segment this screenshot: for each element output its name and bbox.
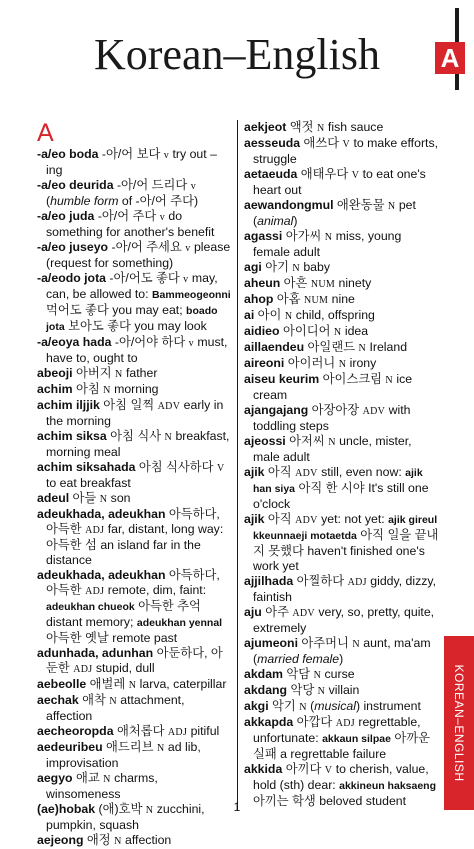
side-section-tab [444, 636, 474, 810]
part-of-speech: N [99, 494, 108, 505]
italic-note: animal [257, 214, 294, 228]
headword: ajik [244, 465, 265, 479]
entry-text: ice cream [253, 372, 413, 402]
part-of-speech: V [216, 463, 225, 474]
example-romanization: akkineun haksaeng [339, 780, 436, 792]
part-of-speech: N [338, 359, 347, 370]
entry-text: 아흔 [280, 276, 311, 290]
corner-letter-tab [427, 0, 474, 90]
entry-text: 애정 [83, 833, 115, 847]
entry-text: 아찔하다 [293, 574, 348, 588]
headword: aju [244, 605, 262, 619]
entry-text: 애교 [72, 771, 104, 785]
part-of-speech: N [128, 680, 137, 691]
part-of-speech: N [387, 201, 396, 212]
headword: agi [244, 260, 262, 274]
dictionary-entry [37, 335, 232, 366]
part-of-speech: N [284, 311, 293, 322]
dictionary-entry [244, 465, 440, 512]
entry-text: early in the morning [46, 398, 224, 428]
headword: akdang [244, 683, 288, 697]
entry-text: ninety [335, 276, 372, 290]
entry-text: 아일랜드 [304, 340, 359, 354]
headword: aidieo [244, 324, 280, 338]
example-romanization: ajik han siya [253, 467, 423, 495]
part-of-speech: N [313, 670, 322, 681]
dictionary-entry [37, 491, 232, 507]
part-of-speech: ADV [292, 608, 315, 619]
headword: aebeolle [37, 677, 87, 691]
left-column [37, 120, 232, 849]
entry-text: 아이러니 [284, 356, 339, 370]
entry-text: 악기 [268, 699, 300, 713]
dictionary-entry [37, 460, 232, 491]
entry-text: must, have to, ought to [46, 335, 228, 365]
headword: ajumeoni [244, 636, 298, 650]
entry-text: miss, young female adult [253, 229, 402, 259]
headword: achim [37, 382, 73, 396]
dictionary-entry [37, 429, 232, 460]
part-of-speech: v [183, 274, 189, 285]
dictionary-entry [244, 308, 440, 324]
entry-text: 아깝다 [293, 715, 336, 729]
headword: aheun [244, 276, 281, 290]
headword: achim siksahada [37, 460, 136, 474]
dictionary-entry [244, 198, 440, 229]
dictionary-entry [244, 260, 440, 276]
entry-text: regrettable, unfortunate: [253, 715, 421, 745]
part-of-speech: v [159, 212, 165, 223]
dictionary-entry [37, 724, 232, 740]
headword: adeukhada, adeukhan [37, 507, 166, 521]
headword: akkida [244, 762, 283, 776]
headword: aegyo [37, 771, 73, 785]
entry-text: 아기 [261, 260, 293, 274]
headword: aejeong [37, 833, 84, 847]
dictionary-entry [244, 434, 440, 465]
entry-text: do something for another's benefit [46, 209, 215, 239]
part-of-speech: N [299, 702, 307, 713]
headword: (ae)hobak [37, 802, 96, 816]
entry-text: 아홉 [273, 292, 304, 306]
dictionary-entry [244, 512, 440, 574]
example-romanization: Bammeogeonni [151, 289, 231, 301]
part-of-speech: N [385, 375, 393, 386]
entry-text: 액젓 [286, 120, 317, 134]
entry-text: 애완동물 [333, 198, 388, 212]
example-romanization: adeukhan chueok [46, 601, 135, 613]
entry-text: ) [293, 214, 298, 228]
part-of-speech: N [352, 639, 360, 650]
headword: achim siksa [37, 429, 107, 443]
entry-text: 아까운 실패 a regrettable failure [253, 731, 430, 761]
entry-text: 먹어도 좋다 you may eat; [46, 303, 187, 317]
entry-text: 아직 한 시야 It's still one o'clock [253, 481, 429, 511]
part-of-speech: N [114, 836, 122, 847]
entry-text: baby [299, 260, 330, 274]
italic-note: humble form [50, 194, 119, 208]
dictionary-entry [244, 292, 440, 308]
entry-text: 아끼는 학생 beloved student [253, 794, 407, 808]
entry-text: 아장아장 [308, 403, 363, 417]
dictionary-entry [244, 683, 440, 699]
dictionary-entry [244, 120, 440, 136]
entry-text: may, can, be allowed to: [46, 271, 218, 301]
headword: aireoni [244, 356, 285, 370]
entry-text: 아버지 [72, 366, 116, 380]
part-of-speech: ADV [295, 515, 318, 526]
dictionary-entry [244, 636, 440, 667]
headword: aesseuda [244, 136, 301, 150]
part-of-speech: ADJ [85, 586, 105, 597]
entry-text: 아득한 옛날 remote past [46, 631, 178, 645]
entry-text: 아득하다, 아득한 [46, 568, 220, 597]
entry-text: -아/어 주다 [94, 209, 160, 223]
entry-text: far, distant, long way: 아득한 섬 an island far in the distance [46, 522, 224, 567]
entry-text: 아끼다 [282, 762, 325, 776]
right-entries [244, 120, 440, 809]
entry-text: 아득한 추억 distant memory; [46, 599, 201, 629]
page-title: Korean–English [94, 30, 380, 79]
dictionary-entry [37, 740, 232, 771]
headword: ai [244, 308, 255, 322]
part-of-speech: v [188, 338, 194, 349]
entry-text: affection [121, 833, 172, 847]
dictionary-entry [37, 833, 232, 849]
dictionary-entry [37, 240, 232, 271]
entry-text: Ireland [366, 340, 408, 354]
entry-text: ) instrument [355, 699, 421, 713]
entry-text: 아직 일을 끝내지 못했다 haven't finished one's work yet [253, 528, 439, 573]
entry-text: still, even now: [317, 465, 406, 479]
headword: agassi [244, 229, 283, 243]
entry-text: to eat one's heart out [253, 167, 426, 197]
headword: aewandongmul [244, 198, 334, 212]
entry-text: 아이디어 [279, 324, 334, 338]
entry-text: 애쓰다 [300, 136, 343, 150]
entry-text: giddy, dizzy, faintish [253, 574, 437, 604]
entry-text: curse [321, 667, 355, 681]
entry-text: 아직 [264, 512, 296, 526]
part-of-speech: N [156, 743, 165, 754]
headword: achim iljjik [37, 398, 100, 412]
part-of-speech: ADJ [85, 525, 105, 536]
headword: ajik [244, 512, 265, 526]
entry-text: -아/어 보다 [98, 147, 164, 161]
dictionary-entry [37, 178, 232, 209]
part-of-speech: N [328, 437, 336, 448]
dictionary-entry [244, 324, 440, 340]
dictionary-entry [37, 271, 232, 335]
entry-text: please (request for something) [46, 240, 231, 270]
part-of-speech: v [185, 243, 191, 254]
entry-text: ) [339, 652, 344, 666]
entry-text: 아주머니 [297, 636, 353, 650]
part-of-speech: N [317, 686, 326, 697]
part-of-speech: N [103, 774, 111, 785]
entry-text: charms, winsomeness [46, 771, 158, 801]
entry-text: 애착 [78, 693, 110, 707]
example-romanization: adeukhan yennal [136, 617, 223, 629]
entry-text: to cherish, value, hold (sth) dear: [253, 762, 429, 792]
dictionary-entry [37, 382, 232, 398]
headword: -a/eo deurida [37, 178, 114, 192]
dictionary-entry [37, 209, 232, 240]
entry-text: remote, dim, faint: [104, 583, 207, 597]
part-of-speech: ADJ [347, 577, 367, 588]
entry-text: uncle, mister, male adult [253, 434, 412, 464]
dictionary-entry [37, 366, 232, 382]
headword: adeukhada, adeukhan [37, 568, 166, 582]
part-of-speech: V [342, 139, 351, 150]
part-of-speech: N [145, 805, 154, 816]
entry-text: irony [346, 356, 377, 370]
headword: -a/eo boda [37, 147, 99, 161]
dictionary-entry [244, 356, 440, 372]
entry-text: 악당 [287, 683, 318, 697]
entry-text: yet: not yet: [317, 512, 389, 526]
part-of-speech: v [190, 181, 197, 192]
headword: aillaendeu [244, 340, 305, 354]
headword: -a/eo juseyo [37, 240, 109, 254]
headword: aecheoropda [37, 724, 114, 738]
entry-text: 아침 일찍 [99, 398, 158, 412]
part-of-speech: N [164, 432, 173, 443]
dictionary-entry [244, 372, 440, 403]
entry-text: try out –ing [46, 147, 217, 177]
part-of-speech: N [358, 343, 367, 354]
page-number: 1 [233, 800, 241, 814]
dictionary-entry [37, 568, 232, 646]
right-column [244, 120, 440, 809]
entry-text: aunt, ma'am ( [253, 636, 431, 666]
dictionary-entry [244, 276, 440, 292]
headword: -a/eo juda [37, 209, 95, 223]
entry-text: to make efforts, struggle [253, 136, 439, 166]
entry-text: villain [325, 683, 360, 697]
entry-text: 아가씨 [282, 229, 325, 243]
headword: ajeossi [244, 434, 286, 448]
entry-text: of -아/어 주다) [118, 194, 199, 208]
part-of-speech: NUM [310, 279, 336, 290]
headword: aekjeot [244, 120, 287, 134]
headword: abeoji [37, 366, 73, 380]
entry-text: pet ( [253, 198, 416, 228]
headword: adeul [37, 491, 70, 505]
entry-text: ( [306, 699, 315, 713]
example-romanization: ajik gireul kkeunnaeji motaetda [253, 514, 438, 542]
column-divider [237, 120, 238, 810]
entry-text: -아/어 드리다 [113, 178, 191, 192]
entry-text: 애벌레 [86, 677, 129, 691]
entry-text: 아침 식사하다 [135, 460, 217, 474]
entry-text: (애)호박 [95, 802, 146, 816]
corner-tab-letter: A [435, 42, 465, 74]
section-letter: A [37, 119, 54, 147]
left-entries [37, 147, 232, 849]
italic-note: married female [257, 652, 340, 666]
part-of-speech: NUM [303, 295, 329, 306]
headword: akgi [244, 699, 269, 713]
headword: akdam [244, 667, 283, 681]
entry-text: 보아도 좋다 you may look [64, 319, 207, 333]
part-of-speech: ADJ [335, 718, 355, 729]
entry-text: son [107, 491, 131, 505]
entry-text: 아주 [261, 605, 293, 619]
part-of-speech: v [163, 150, 170, 161]
entry-text: attachment, affection [46, 693, 185, 723]
entry-text: 아이스크림 [319, 372, 386, 386]
entry-text: 아둔하다, 아둔한 [46, 646, 223, 675]
part-of-speech: V [324, 765, 333, 776]
dictionary-entry [244, 403, 440, 434]
entry-text: ad lib, improvisation [46, 740, 201, 770]
entry-text: -아/어도 좋다 [106, 271, 184, 285]
entry-text: to eat breakfast [46, 476, 131, 490]
headword: aiseu keurim [244, 372, 320, 386]
headword: aechak [37, 693, 79, 707]
entry-text: 애처롭다 [113, 724, 168, 738]
entry-text: 아들 [69, 491, 100, 505]
dictionary-entry [244, 574, 440, 605]
part-of-speech: N [109, 696, 117, 707]
dictionary-entry [244, 605, 440, 636]
entry-text: 아득하다, 아득한 [46, 507, 220, 536]
dictionary-entry [244, 699, 440, 715]
part-of-speech: V [351, 170, 360, 181]
dictionary-entry [37, 507, 232, 568]
part-of-speech: ADV [295, 468, 318, 479]
part-of-speech: ADJ [167, 727, 188, 738]
entry-text: -아/어야 하다 [111, 335, 189, 349]
entry-text: breakfast, morning meal [46, 429, 230, 459]
dictionary-entry [37, 693, 232, 724]
entry-text: 아침 식사 [106, 429, 165, 443]
dictionary-entry [244, 715, 440, 762]
headword: aedeuribeu [37, 740, 103, 754]
dictionary-entry [37, 677, 232, 693]
entry-text: 아이 [254, 308, 285, 322]
part-of-speech: N [324, 232, 333, 243]
entry-text: fish sauce [324, 120, 384, 134]
dictionary-entry [244, 229, 440, 260]
italic-note: musical [314, 699, 356, 713]
example-romanization: boado jota [46, 305, 218, 333]
part-of-speech: ADV [362, 406, 386, 417]
part-of-speech: N [292, 263, 300, 274]
part-of-speech: N [316, 123, 325, 134]
entry-text: nine [328, 292, 355, 306]
dictionary-entry [244, 136, 440, 167]
entry-text: 아침 [72, 382, 104, 396]
entry-text: larva, caterpillar [136, 677, 227, 691]
entry-text: 아직 [264, 465, 296, 479]
headword: -a/eoya hada [37, 335, 112, 349]
entry-text: morning [110, 382, 159, 396]
part-of-speech: N [115, 369, 123, 380]
entry-text: 악담 [282, 667, 314, 681]
entry-text: idea [341, 324, 369, 338]
entry-text: with toddling steps [253, 403, 411, 433]
entry-text: zucchini, pumpkin, squash [46, 802, 205, 832]
part-of-speech: ADJ [73, 664, 93, 675]
side-tab-label: KOREAN–ENGLISH [452, 664, 466, 782]
dictionary-entry [244, 167, 440, 198]
dictionary-entry [37, 646, 232, 677]
entry-text: 아저씨 [285, 434, 329, 448]
dictionary-entry [37, 398, 232, 429]
entry-text: ( [46, 194, 51, 208]
dictionary-entry [37, 771, 232, 802]
headword: aetaeuda [244, 167, 298, 181]
entry-text: 애태우다 [297, 167, 352, 181]
entry-text: stupid, dull [92, 661, 155, 675]
headword: ahop [244, 292, 274, 306]
part-of-speech: ADV [157, 401, 181, 412]
entry-text: -아/어 주세요 [108, 240, 186, 254]
headword: ajangajang [244, 403, 309, 417]
entry-text: child, offspring [292, 308, 375, 322]
dictionary-entry [244, 667, 440, 683]
headword: ajjilhada [244, 574, 294, 588]
part-of-speech: N [103, 385, 111, 396]
entry-text: 애드리브 [102, 740, 157, 754]
part-of-speech: N [333, 327, 342, 338]
headword: -a/eodo jota [37, 271, 107, 285]
dictionary-entry [244, 340, 440, 356]
headword: akkapda [244, 715, 294, 729]
dictionary-entry [37, 147, 232, 178]
example-romanization: akkaun silpae [322, 733, 391, 745]
entry-text: pitiful [187, 724, 220, 738]
headword: adunhada, adunhan [37, 646, 154, 660]
entry-text: very, so, pretty, quite, extremely [253, 605, 435, 635]
entry-text: father [122, 366, 158, 380]
